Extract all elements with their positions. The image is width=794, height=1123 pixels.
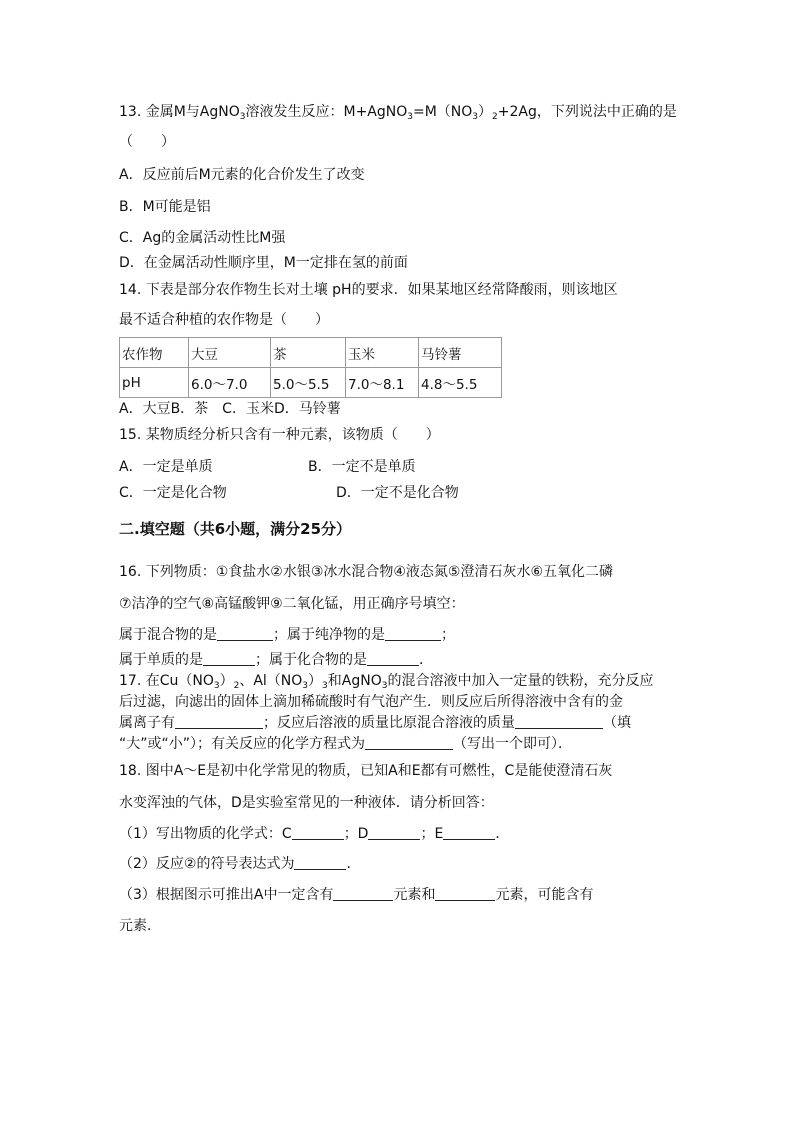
- q18-stem-line2: 水变浑浊的气体，D是实验室常见的一种液体．请分析回答：: [119, 795, 494, 811]
- q16-stem-line1: 16. 下列物质：①食盐水②水银③冰水混合物④液态氮⑤澄清石灰水⑥五氧化二磷: [119, 564, 614, 580]
- table-cell: 7.0～8.1: [346, 368, 419, 398]
- table-cell: 大豆: [189, 338, 271, 368]
- q17-fill-line1: 属离子有 ；反应后溶液的质量比原混合溶液的质量 （填: [119, 715, 631, 731]
- answer-blank[interactable]: [365, 735, 453, 750]
- table-cell: 6.0～7.0: [189, 368, 271, 398]
- answer-blank[interactable]: [435, 886, 495, 901]
- table-row: [120, 368, 502, 398]
- q15-option-b: B．一定不是单质: [308, 459, 416, 475]
- q13-option-b: B．M可能是铝: [119, 199, 211, 215]
- q18-part2: （2）反应②的符号表达式为 ．: [119, 856, 361, 872]
- answer-blank[interactable]: [292, 825, 344, 840]
- q14-stem-line1: 14. 下表是部分农作物生长对土壤 pH的要求．如果某地区经常降酸雨，则该地区: [119, 282, 618, 298]
- table-header-row: [120, 338, 502, 368]
- q17-stem-line1: 17. 在$Cu(NO_3)_2$、$Al(NO_3)_3$和AgNO$_3$的混合溶液中加入一定量的铁粉，充分反应: [119, 673, 654, 691]
- answer-blank[interactable]: [333, 886, 393, 901]
- table-cell: 茶: [271, 338, 346, 368]
- q18-stem-line1: 18. 图中A～E是初中化学常见的物质，已知A和E都有可燃性，C是能使澄清石灰: [119, 763, 613, 779]
- q13-stem: 13. 金属M与AgNO$_3$溶液发生反应：$M+AgNO_3=M(NO_3)_2+2Ag$，下列说法中正确的是: [119, 104, 677, 122]
- q15-option-a: A．一定是单质: [119, 459, 213, 475]
- q18-part3: （3）根据图示可推出A中一定含有 元素和 元素，可能含有: [119, 887, 594, 903]
- q14-stem-line2: 最不适合种植的农作物是（ ）: [119, 312, 329, 328]
- q15-stem: 15. 某物质经分析只含有一种元素，该物质（ ）: [119, 427, 440, 443]
- answer-blank[interactable]: [217, 626, 273, 641]
- q13-option-c: C．Ag的金属活动性比M强: [119, 230, 286, 246]
- q18-part3-end: 元素．: [119, 918, 161, 934]
- crop-ph-table: [119, 337, 502, 398]
- q13-option-a: A．反应前后M元素的化合价发生了改变: [119, 167, 365, 183]
- q14-options: A．大豆B．茶 C．玉米D．马铃薯: [119, 401, 341, 417]
- table-cell: 玉米: [346, 338, 419, 368]
- q13-option-d: D．在金属活动性顺序里，M一定排在氢的前面: [119, 255, 408, 271]
- section-heading: 二.填空题（共6小题，满分25分）: [119, 520, 352, 538]
- q15-option-d: D．一定不是化合物: [336, 485, 459, 501]
- table-cell: pH: [120, 368, 189, 398]
- q18-part1: （1）写出物质的化学式：C ；D ；E ．: [119, 826, 510, 842]
- answer-blank[interactable]: [175, 714, 263, 729]
- table-cell: 4.8～5.5: [419, 368, 502, 398]
- q13-paren: （ ）: [119, 134, 175, 150]
- answer-blank[interactable]: [203, 651, 255, 666]
- answer-blank[interactable]: [367, 651, 419, 666]
- answer-blank[interactable]: [368, 825, 420, 840]
- q16-stem-line2: ⑦洁净的空气⑧高锰酸钾⑨二氧化锰，用正确序号填空：: [119, 596, 465, 612]
- q16-fill-line1: 属于混合物的是 ；属于纯净物的是 ；: [119, 627, 455, 643]
- q17-fill-line2: “大”或“小”）；有关反应的化学方程式为 （写出一个即可）．: [119, 736, 573, 752]
- q16-fill-line2: 属于单质的是 ；属于化合物的是 ．: [119, 652, 433, 668]
- table-cell: 5.0～5.5: [271, 368, 346, 398]
- answer-blank[interactable]: [294, 855, 346, 870]
- q17-stem-line2: 后过滤，向滤出的固体上滴加稀硫酸时有气泡产生．则反应后所得溶液中含有的金: [119, 694, 623, 710]
- answer-blank[interactable]: [385, 626, 441, 641]
- answer-blank[interactable]: [515, 714, 603, 729]
- table-cell: 马铃薯: [419, 338, 502, 368]
- answer-blank[interactable]: [443, 825, 495, 840]
- q15-option-c: C．一定是化合物: [119, 485, 227, 501]
- table-cell: 农作物: [120, 338, 189, 368]
